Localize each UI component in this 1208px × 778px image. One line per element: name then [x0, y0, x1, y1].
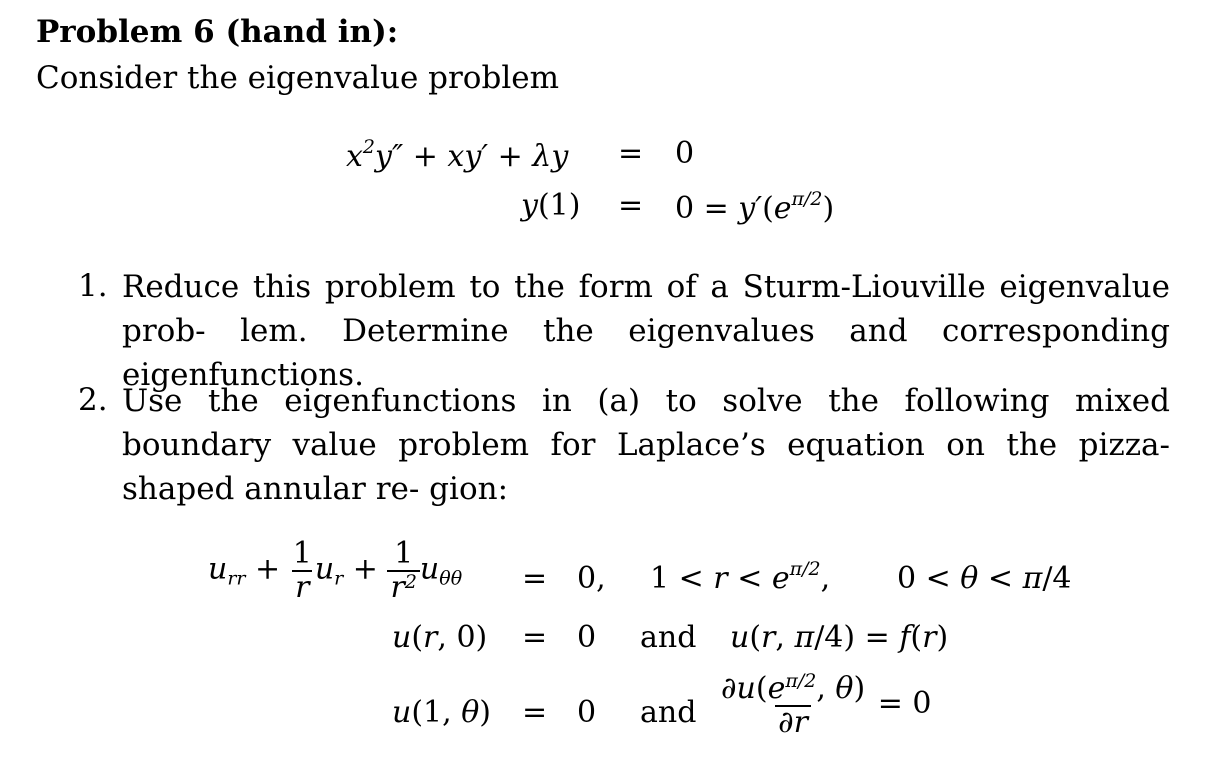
bc2-equals: = [522, 695, 548, 730]
laplace-r-domain: $1 < r < e^{\pi/2}$, [650, 558, 831, 596]
bc2-condition: $\frac{\partial u(e^{\pi/2}, \theta)}{\partial r}$ = 0 [721, 670, 932, 740]
item-2-number: 2. [78, 382, 108, 418]
bc2-lhs: u(1, θ) [392, 695, 491, 730]
item-2-text: Use the eigenfunctions in (a) to solve the following mixed boundary value problem for Laplace’s equation on the pizza-shaped annular re- gion: [122, 383, 1170, 507]
eq2-rhs: $0 = y'(e^{\pi/2})$ [675, 188, 835, 226]
bc1-lhs: u(r, 0) [392, 620, 488, 655]
bc2-and: and [640, 695, 697, 730]
laplace-lhs: $u_{rr}$ + $\frac{1}{r}$ $u_r$ + $\frac{1}{r^2}$ $u_{\theta\theta}$ [208, 536, 463, 605]
eq2-equals: = [618, 188, 644, 223]
item-1-text: Reduce this problem to the form of a Sturm-Liouville eigenvalue prob- lem. Determine the eigenvalues and corresponding eigenfunctions. [122, 269, 1170, 393]
bc1-equals: = [522, 620, 548, 655]
eq1-equals: = [618, 136, 644, 171]
bc2-rhs: 0 [577, 695, 597, 730]
laplace-rhs: 0, [577, 561, 606, 596]
eq2-lhs: y(1) [521, 188, 581, 223]
laplace-theta-domain: 0 < θ < π/4 [897, 561, 1072, 596]
item-1-number: 1. [78, 268, 108, 304]
eq1-lhs: $x^2y'' + xy' + \lambda y$ [346, 136, 569, 174]
problem-title: Problem 6 (hand in): [36, 14, 399, 50]
bc1-and: and [640, 620, 697, 655]
eq1-rhs: 0 [675, 136, 695, 171]
bc1-rhs: 0 [577, 620, 597, 655]
bc1-condition: u(r, π/4) = f(r) [730, 620, 949, 655]
intro-text: Consider the eigenvalue problem [36, 60, 559, 96]
laplace-equals: = [522, 561, 548, 596]
